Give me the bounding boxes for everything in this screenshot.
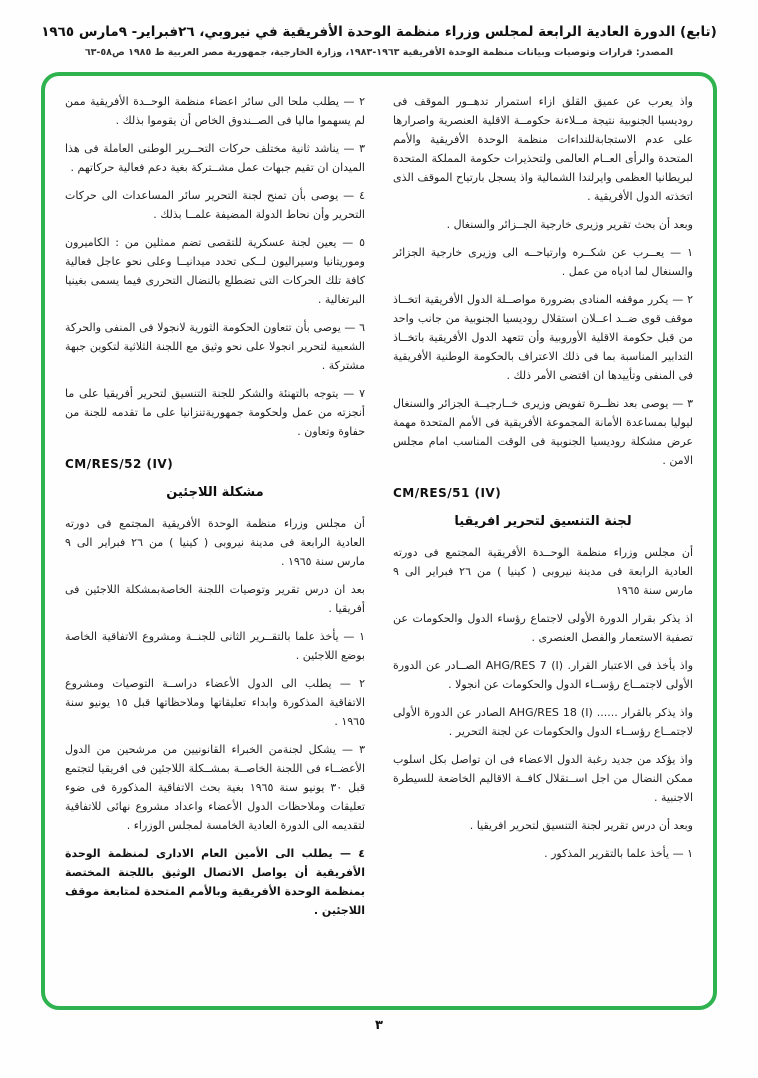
right-column bbox=[393, 92, 693, 990]
paragraph: ٥ — يعين لجنة عسكرية للتقصى تضم ممثلين من : الكاميرون وموريتانيا وسيراليون لــكى تحدد ميدانيــا وعلى نحو عاجل فعالية كافة تلك الحركات التى تضطلع بالنضال التحررى فيما يسمى بغينيا البرتغالية . bbox=[65, 235, 365, 306]
paragraph: ٢ — يطلب الى الدول الأعضاء دراســة التوصيات ومشروع الاتفاقية المذكورة وابداء تعليقاتها وملاحظاتها قبل ١٥ يونيو سنة ١٩٦٥ . bbox=[65, 676, 366, 728]
paragraph: أن مجلس وزراء منظمة الوحــدة الأفريقية المجتمع فى دورته العادية الرابعة فى مدينة نيروبى ( كينيا ) من ٢٦ فبراير الى ٩ مارس سنة ١٩٦٥ bbox=[393, 545, 693, 597]
paragraph: ٣ — يشكل لجنةمن الخبراء القانونيين من مرشحين من الدول الأعضــاء فى اللجنة الخاصــة بمشــكلة اللاجئين فى افريقيا لتجتمع قبل ٣٠ يونيو سنة ١٩٦٥ بغية بحث الاتفاقية المذكورة فى ضوء تعليقات وملاحظات الدول الأعضاء واعداد مشروع نهائى للاتفاقية لتقديمه الى الدورة العادية الخامسة لمجلس الوزراء . bbox=[65, 742, 366, 832]
page-header bbox=[0, 0, 758, 60]
section-title: لجنة التنسيق لتحرير افريقيا bbox=[454, 513, 632, 529]
paragraph: واذ يأخذ فى الاعتبار القرار. AHG/RES 7 (I) الصــادر عن الدورة الأولى لاجتمــاع رؤســاء الدول والحكومات عن انجولا . bbox=[393, 658, 694, 691]
resolution-code: CM/RES/52 (IV) bbox=[65, 456, 174, 471]
paragraph: واذ يذكر بالقرار ...... AHG/RES 18 (I) الصادر عن الدورة الأولى لاجتمــاع رؤســاء الدول والحكومات عن لجنة التحرير . bbox=[393, 705, 694, 738]
paragraph: ١ — يأخذ علما بالتقرير المذكور . bbox=[544, 846, 693, 860]
header-title: (تابع) الدورة العادية الرابعة لمجلس وزراء منظمة الوحدة الأفريقية في نيروبي، ٢٦فبراير- ٩مارس ١٩٦٥ bbox=[41, 24, 717, 40]
header-source-line: المصدر: قرارات وتوصيات وبيانات منظمة الوحدة الأفريقية ١٩٦٣-١٩٨٣، وزارة الخارجية، جمهورية مصر العربية ط ١٩٨٥ ص٥٨-٦٣ bbox=[84, 47, 674, 59]
two-column-layout bbox=[65, 92, 693, 990]
paragraph: ٢ — يطلب ملحا الى سائر اعضاء منظمة الوحــدة الأفريقية ممن لم يسهموا ماليا فى الصــندوق الخاص أن يقوموا بذلك . bbox=[65, 94, 365, 127]
paragraph: واذ يؤكد من جديد رغبة الدول الاعضاء فى ان تواصل بكل اسلوب ممكن النضال من اجل اســتقلال كافــة الاقاليم الخاضعة للسيطرة الاجنبية . bbox=[393, 752, 693, 804]
paragraph: ٤ — يوصى بأن تمنح لجنة التحرير سائر المساعدات الى حركات التحرير وأن نحاط الدولة المضيفة علمــا بذلك . bbox=[65, 188, 365, 221]
paragraph: وبعد أن درس تقرير لجنة التنسيق لتحرير افريقيا . bbox=[469, 818, 693, 832]
paragraph: ٦ — يوصى بأن تتعاون الحكومة الثورية لانجولا فى المنفى والحركة الشعبية لتحرير انجولا على نحو وثيق مع اللجنة الثلاثية لتكوين جبهة مشتركة . bbox=[65, 320, 365, 372]
paragraph: ٣ — يناشد ثانية مختلف حركات التحــرير الوطنى العاملة فى هذا الميدان ان تقيم جبهات عمل مشــتركة بغية دعم فعالية حركاتهم . bbox=[65, 141, 365, 174]
paragraph: اذ يذكر بقرار الدورة الأولى لاجتماع رؤساء الدول والحكومات عن تصفية الاستعمار والفصل العنصرى . bbox=[393, 611, 693, 644]
section-title: مشكلة اللاجئين bbox=[166, 484, 264, 500]
paragraph: ٣ — يوصى بعد نظــرة تفويض وزيرى خــارجيــة الجزائر والسنغال ليوليا بمساعدة الأمانة المجموعة الأفريقية فى الأمم المتحدة مهمة عرض مشكلة روديسيا الجنوبية فى الوقت المناسب امام مجلس الامن . bbox=[393, 396, 693, 467]
paragraph: ٤ — يطلب الى الأمين العام الادارى لمنظمة الوحدة الأفريقية أن يواصل الاتصال الوثيق باللجنة المختصة بمنظمة الوحدة الأفريقية وبالأمم المتحدة لمتابعة موقف اللاجئين . bbox=[65, 846, 365, 917]
paragraph: بعد ان درس تقرير وتوصيات اللجنة الخاصةبمشكلة اللاجئين فى أفريقيا . bbox=[65, 582, 365, 615]
paragraph: وبعد أن بحث تقرير وزيرى خارجية الجــزائر والسنغال . bbox=[446, 217, 693, 231]
paragraph: ٢ — يكرر موقفه المنادى بضرورة مواصــلة الدول الأفريقية اتخــاذ موقف قوى ضــد اعــلان استقلال روديسيا الجنوبية من جانب واحد من قبل حكومة الاقلية الأوروبية وأن تتعهد الدول الأفريقية باتخــاذ التدابير المناسبة بما فى ذلك الاعتراف بالحكومة الوطنية الأفريقية فى المنفى وتأييدها ان اقتضى الأمر ذلك . bbox=[393, 292, 693, 382]
page-number: ٣ bbox=[375, 1017, 383, 1033]
resolution-code: CM/RES/51 (IV) bbox=[393, 485, 502, 500]
paragraph: واذ يعرب عن عميق القلق ازاء استمرار تدهــور الموقف فى روديسيا الجنوبية نتيجة مــلاءنة حكومــة الاقلية العنصرية واصرارها على عدم الاستجابةللنداءات منظمة الوحدة الأفريقية والأمم المتحدة والرأى العــام العالمى ولتحذيرات حكومة المملكة المتحدة لبريطانيا العظمى وايرلندا الشمالية واذ يسجل بارتياح الموقف الذى اتخذته الدول الأفريقية . bbox=[393, 94, 693, 203]
paragraph: ٧ — يتوجه بالتهنئة والشكر للجنة التنسيق لتحرير أفريقيا على ما أنجزته من عمل ولحكومة جمهوريةتنزانيا على ما تقدمه للجنة من حفاوة وتعاون . bbox=[65, 386, 365, 438]
left-column bbox=[65, 92, 365, 990]
paragraph: ١ — يأخذ علما بالتقــرير الثانى للجنــة ومشروع الاتفاقية الخاصة بوضع اللاجئين . bbox=[65, 629, 365, 662]
green-border-frame bbox=[41, 72, 717, 1010]
paragraph: أن مجلس وزراء منظمة الوحدة الأفريقية المجتمع فى دورته العادية الرابعة فى مدينة نيروبى ( كينيا ) من ٢٦ فبراير الى ٩ مارس سنة ١٩٦٥ . bbox=[65, 516, 365, 568]
paragraph: ١ — يعــرب عن شكــره وارتياحــه الى وزيرى خارجية الجزائر والسنغال لما ادياه من عمل . bbox=[393, 245, 693, 278]
